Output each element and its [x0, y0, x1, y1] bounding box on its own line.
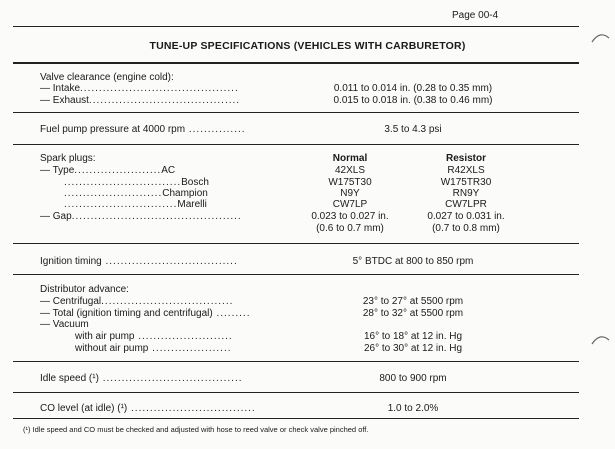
ignition-label-text: Ignition timing: [40, 256, 102, 267]
co-label: CO level (at idle) (¹) .................................: [40, 403, 256, 414]
with-air-label: with air pump .........................: [75, 331, 233, 342]
brand-row-bosch: ...............................Bosch: [64, 177, 209, 188]
page-title: TUNE-UP SPECIFICATIONS (VEHICLES WITH CARBURETOR): [149, 40, 466, 52]
gap-resistor-mm: (0.7 to 0.8 mm): [432, 223, 500, 234]
centrifugal-label: — Centrifugal...................................: [40, 296, 234, 307]
binding-mark-icon: [590, 28, 610, 48]
with-air-value: 16° to 18° at 12 in. Hg: [363, 331, 463, 342]
without-air-label: without air pump .....................: [75, 343, 232, 354]
normal-ac: 42XLS: [334, 165, 366, 176]
exhaust-value: 0.015 to 0.018 in. (0.38 to 0.46 mm): [333, 95, 493, 106]
centrifugal-label-text: — Centrifugal: [40, 296, 102, 307]
fuel-pump-label: Fuel pump pressure at 4000 rpm ...............: [40, 124, 246, 135]
idle-label-text: Idle speed (¹): [40, 373, 99, 384]
gap-normal-in: 0.023 to 0.027 in.: [311, 211, 389, 222]
resistor-marelli: CW7LPR: [445, 199, 487, 210]
total-label: — Total (ignition timing and centrifugal) .........: [40, 308, 251, 319]
total-value: 28° to 32° at 5500 rpm: [362, 308, 464, 319]
normal-champion: N9Y: [340, 188, 360, 199]
type-label: — Type.......................AC: [40, 165, 176, 176]
without-air-label-text: without air pump: [75, 343, 149, 354]
fuel-pump-value: 3.5 to 4.3 psi: [384, 124, 442, 135]
rule-3: [13, 243, 579, 244]
normal-marelli: CW7LP: [332, 199, 368, 210]
title-rule: [13, 62, 579, 64]
rule-4: [13, 274, 579, 275]
gap-resistor-in: 0.027 to 0.031 in.: [427, 211, 505, 222]
normal-bosch: W175T30: [328, 177, 372, 188]
idle-label: Idle speed (¹) .....................................: [40, 373, 243, 384]
footnote: (¹) Idle speed and CO must be checked and adjusted with hose to reed valve or check valve pinched off.: [23, 425, 369, 434]
vacuum-label: — Vacuum: [40, 319, 89, 330]
brand-marelli: Marelli: [177, 199, 207, 210]
top-rule: [13, 26, 579, 27]
type-label-text: — Type: [40, 165, 75, 176]
exhaust-label: — Exhaust........................................: [40, 95, 241, 106]
distributor-heading: Distributor advance:: [40, 284, 129, 295]
centrifugal-value: 23° to 27° at 5500 rpm: [362, 296, 464, 307]
rule-6: [13, 392, 579, 393]
co-value: 1.0 to 2.0%: [387, 403, 439, 414]
brand-ac: AC: [161, 165, 176, 176]
intake-label-text: — Intake: [40, 83, 81, 94]
rule-7: [13, 418, 579, 419]
page-number: Page 00-4: [452, 10, 499, 21]
without-air-value: 26° to 30° at 12 in. Hg: [363, 343, 463, 354]
resistor-bosch: W175TR30: [440, 177, 492, 188]
gap-label: — Gap.............................................: [40, 211, 242, 222]
rule-2: [13, 144, 579, 145]
co-label-text: CO level (at idle) (¹): [40, 403, 128, 414]
gap-label-text: — Gap: [40, 211, 72, 222]
brand-row-marelli: ..............................Marelli: [64, 199, 207, 210]
gap-normal-mm: (0.6 to 0.7 mm): [316, 223, 384, 234]
brand-champion: Champion: [162, 188, 208, 199]
intake-label: — Intake..........................................: [40, 83, 239, 94]
with-air-label-text: with air pump: [75, 331, 135, 342]
idle-value: 800 to 900 rpm: [379, 373, 447, 384]
binding-mark-icon: [590, 330, 610, 350]
exhaust-label-text: — Exhaust: [40, 95, 89, 106]
brand-row-champion: ..........................Champion: [64, 188, 208, 199]
rule-5: [13, 361, 579, 362]
spark-heading: Spark plugs:: [40, 153, 96, 164]
fuel-pump-label-text: Fuel pump pressure at 4000 rpm: [40, 124, 186, 135]
ignition-value: 5° BTDC at 800 to 850 rpm: [352, 256, 474, 267]
rule-1: [13, 112, 579, 113]
resistor-ac: R42XLS: [447, 165, 485, 176]
valve-heading: Valve clearance (engine cold):: [40, 72, 174, 83]
intake-value: 0.011 to 0.014 in. (0.28 to 0.35 mm): [333, 83, 493, 94]
resistor-champion: RN9Y: [452, 188, 480, 199]
col-normal-header: Normal: [332, 153, 368, 164]
ignition-label: Ignition timing ...................................: [40, 256, 238, 267]
col-resistor-header: Resistor: [445, 153, 486, 164]
brand-bosch: Bosch: [181, 177, 209, 188]
total-label-text: — Total (ignition timing and centrifugal): [40, 308, 213, 319]
